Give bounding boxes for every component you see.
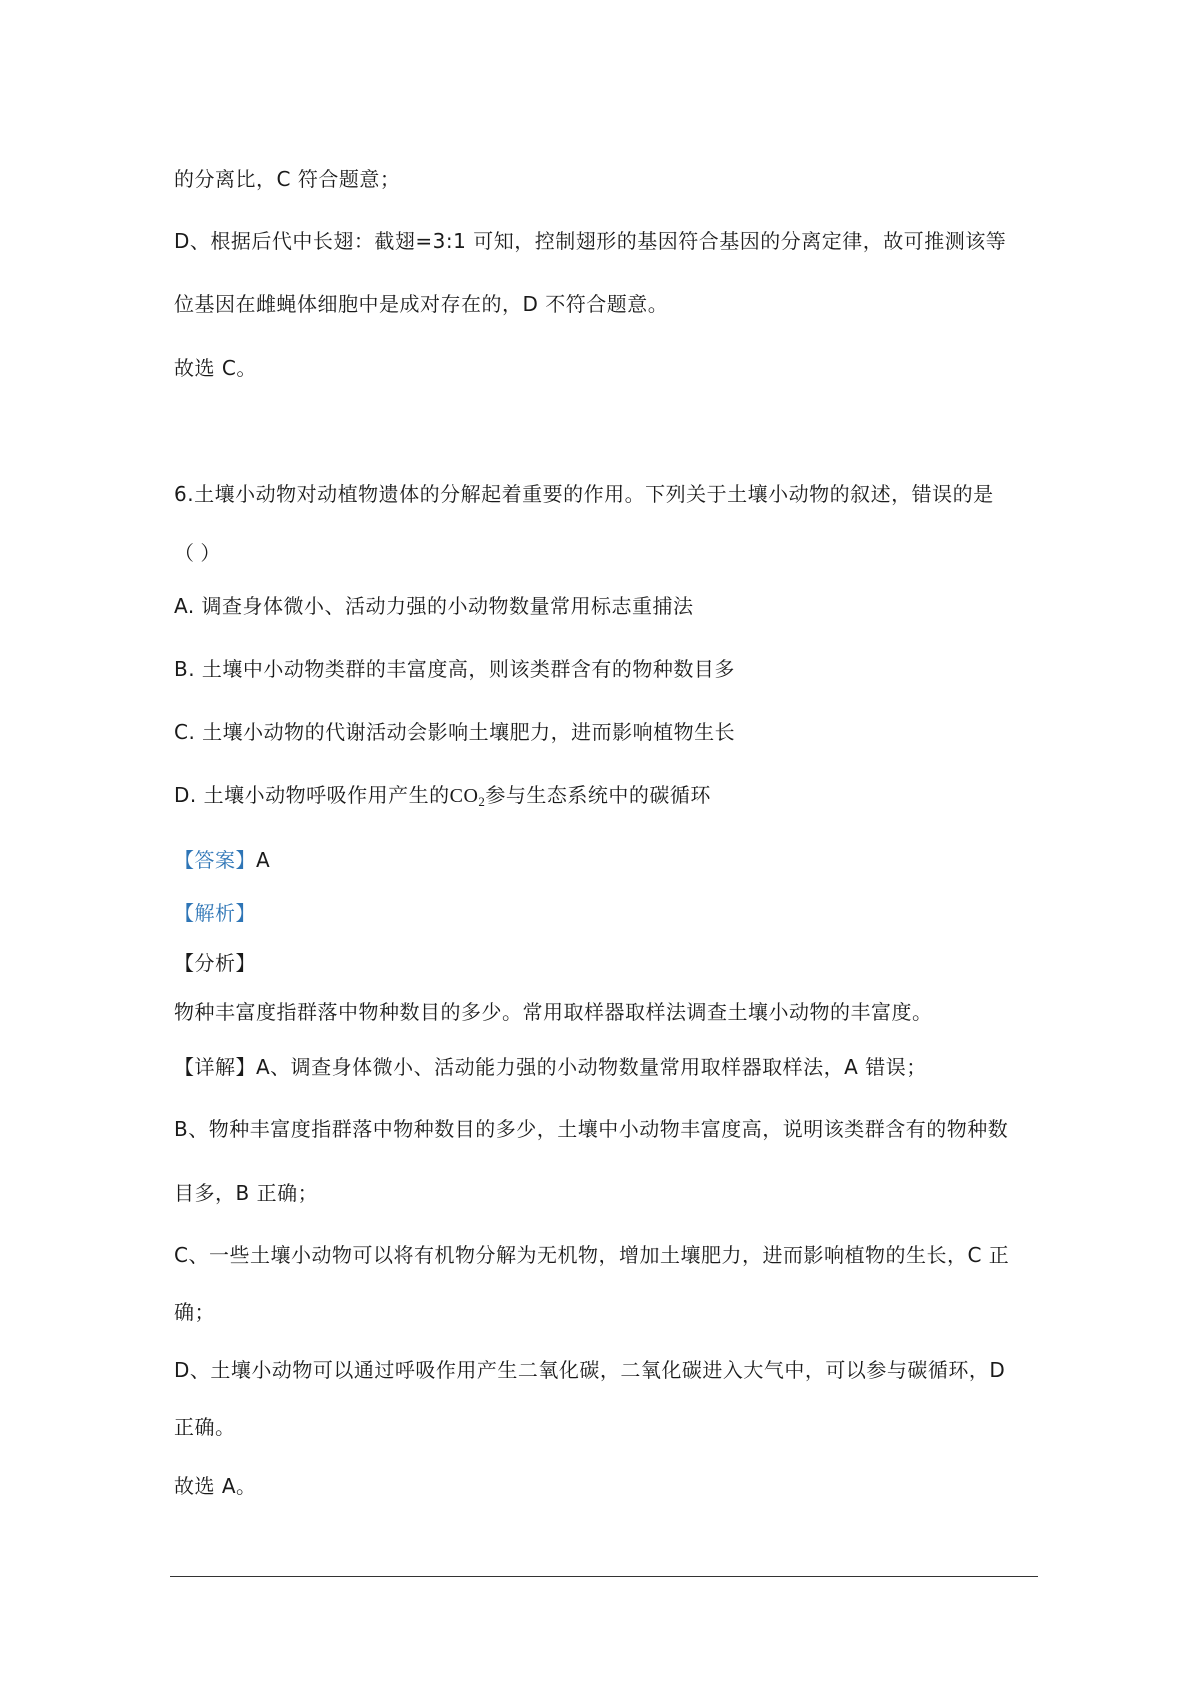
- prev-tail-conclusion: 故选 C。: [174, 356, 257, 380]
- detail-line-2: B、物种丰富度指群落中物种数目的多少，土壤中小动物丰富度高，说明该类群含有的物种数: [174, 1117, 1009, 1141]
- prev-tail-line-1: 的分离比，C 符合题意；: [174, 167, 401, 191]
- answer-line: [174, 845, 1044, 875]
- detail-line-5: 确；: [174, 1300, 215, 1324]
- detail-line-7: 正确。: [174, 1415, 236, 1439]
- analysis-conclusion: 故选 A。: [174, 1474, 257, 1498]
- answer-value: A: [256, 848, 271, 872]
- co2-formula: $CO_2$: [449, 785, 486, 809]
- answer-tag: 【答案】: [174, 848, 256, 872]
- footer-divider: [170, 1576, 1038, 1577]
- detail-line-4: C、一些土壤小动物可以将有机物分解为无机物，增加土壤肥力，进而影响植物的生长，C 正: [174, 1243, 1010, 1267]
- option-d-text-post: 参与生态系统中的碳循环: [485, 783, 711, 807]
- prev-tail-line-2: D、根据后代中长翅：截翅=3:1 可知，控制翅形的基因符合基因的分离定律，故可推测该等: [174, 229, 1007, 253]
- option-a: A. 调查身体微小、活动力强的小动物数量常用标志重捕法: [174, 594, 694, 618]
- detail-line-3: 目多，B 正确；: [174, 1181, 319, 1205]
- fenxi-tag: 【分析】: [174, 951, 256, 975]
- fenxi-text: 物种丰富度指群落中物种数目的多少。常用取样器取样法调查土壤小动物的丰富度。: [174, 1000, 933, 1024]
- prev-tail-line-3: 位基因在雌蝇体细胞中是成对存在的，D 不符合题意。: [174, 292, 669, 316]
- option-c: C. 土壤小动物的代谢活动会影响土壤肥力，进而影响植物生长: [174, 720, 736, 744]
- analysis-tag: 【解析】: [174, 901, 256, 925]
- option-d-text-pre: D. 土壤小动物呼吸作用产生的: [174, 783, 450, 807]
- question-stem-blank: （ ）: [174, 541, 221, 565]
- option-b: B. 土壤中小动物类群的丰富度高，则该类群含有的物种数目多: [174, 657, 735, 681]
- detail-line-1: 【详解】A、调查身体微小、活动能力强的小动物数量常用取样器取样法，A 错误；: [174, 1055, 927, 1079]
- question-stem-line-1: 6.土壤小动物对动植物遗体的分解起着重要的作用。下列关于土壤小动物的叙述，错误的是: [174, 482, 994, 506]
- detail-line-6: D、土壤小动物可以通过呼吸作用产生二氧化碳，二氧化碳进入大气中，可以参与碳循环，D: [174, 1358, 1006, 1382]
- option-d: [174, 780, 1044, 811]
